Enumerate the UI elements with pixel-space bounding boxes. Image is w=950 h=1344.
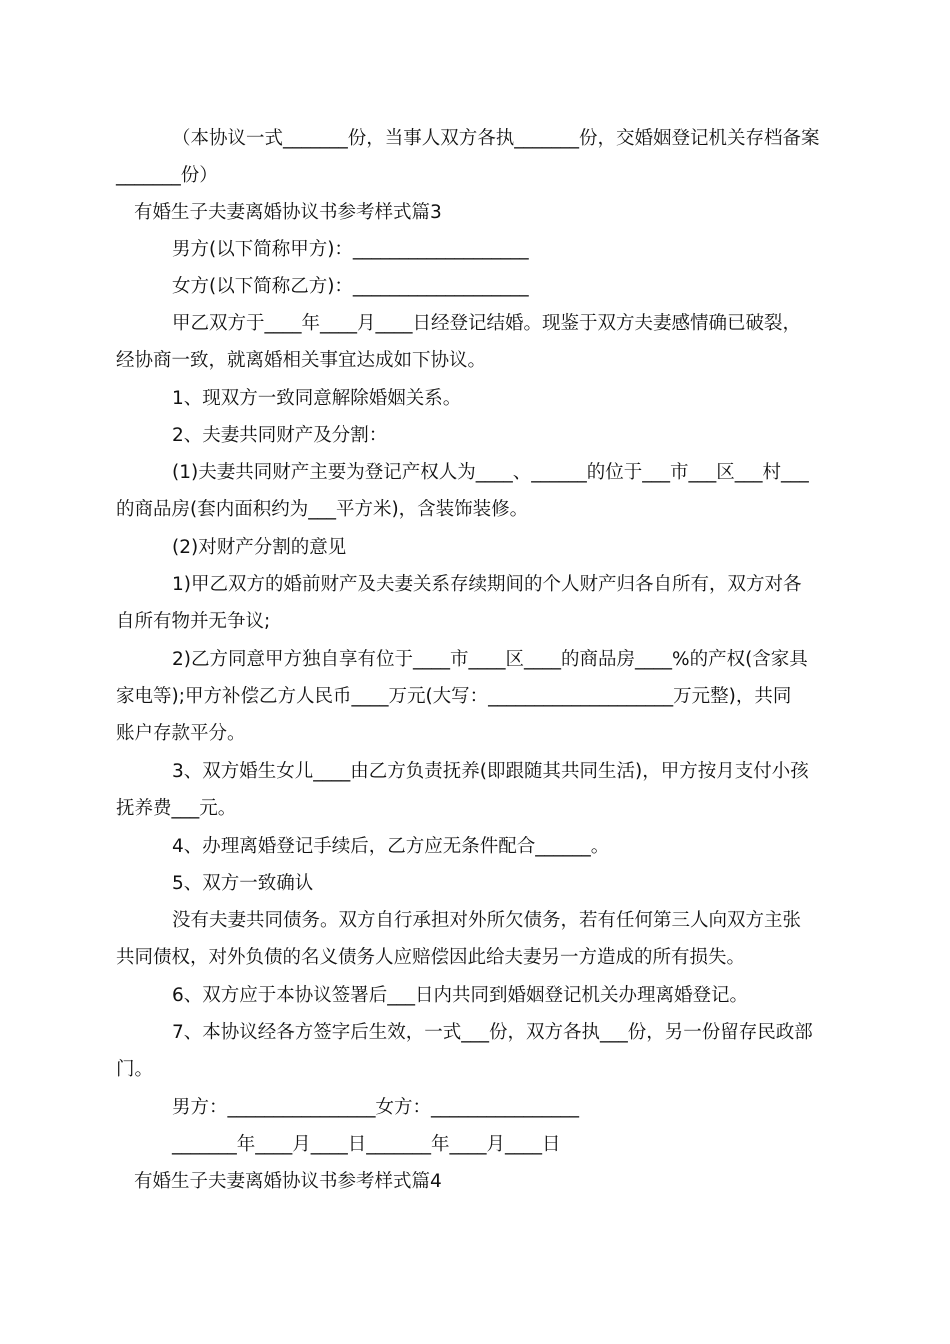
clause-2-heading: 2、夫妻共同财产及分割： [172,425,388,446]
husband-field: 男方(以下简称甲方)：___________________ [172,239,529,260]
clause-2-1-line-1: (1)夫妻共同财产主要为登记产权人为____、______的位于___市___区___村___ [172,462,809,483]
clause-2-2-1-line-1: 1)甲乙双方的婚前财产及夫妻关系存续期间的个人财产归各自所有，双方对各 [172,574,802,595]
clause-7-line-1: 7、本协议经各方签字后生效，一式___份，双方各执___份，另一份留存民政部 [172,1022,813,1043]
clause-6: 6、双方应于本协议签署后___日内共同到婚姻登记机关办理离婚登记。 [172,985,749,1006]
signature-line: 男方：________________女方：________________ [172,1097,580,1118]
clause-2-1-line-2: 的商品房(套内面积约为___平方米)，含装饰装修。 [116,499,529,520]
section-heading-4: 有婚生子夫妻离婚协议书参考样式篇4 [134,1171,442,1192]
clause-4: 4、办理离婚登记手续后，乙方应无条件配合______。 [172,836,610,857]
clause-2-2-2-line-2: 家电等);甲方补偿乙方人民币____万元(大写：____________________万元整)，共同 [116,686,792,707]
clause-5-heading: 5、双方一致确认 [172,873,314,894]
clause-5-line-1: 没有夫妻共同债务。双方自行承担对外所欠债务，若有任何第三人向双方主张 [172,910,802,931]
clause-1: 1、现双方一致同意解除婚姻关系。 [172,388,462,409]
intro-paragraph-line-1: 甲乙双方于____年____月____日经登记结婚。现鉴于双方夫妻感情确已破裂， [172,313,802,334]
wife-field: 女方(以下简称乙方)：___________________ [172,276,529,297]
copies-clause-line-2: _______份） [116,165,218,186]
intro-paragraph-line-2: 经协商一致，就离婚相关事宜达成如下协议。 [116,350,487,371]
copies-clause-line-1: （本协议一式_______份，当事人双方各执_______份，交婚姻登记机关存档备案 [172,128,820,149]
clause-2-2-heading: (2)对财产分割的意见 [172,537,347,558]
clause-5-line-2: 共同债权，对外负债的名义债务人应赔偿因此给夫妻另一方造成的所有损失。 [116,947,746,968]
clause-3-line-1: 3、双方婚生女儿____由乙方负责抚养(即跟随其共同生活)，甲方按月支付小孩 [172,761,809,782]
clause-2-2-2-line-1: 2)乙方同意甲方独自享有位于____市____区____的商品房____%的产权(含家具 [172,649,808,670]
section-heading-3: 有婚生子夫妻离婚协议书参考样式篇3 [134,202,442,223]
clause-7-line-2: 门。 [116,1059,154,1080]
clause-3-line-2: 抚养费___元。 [116,798,237,819]
date-line: _______年____月____日_______年____月____日 [172,1134,561,1155]
clause-2-2-1-line-2: 自所有物并无争议; [116,611,271,632]
clause-2-2-2-line-3: 账户存款平分。 [116,723,246,744]
